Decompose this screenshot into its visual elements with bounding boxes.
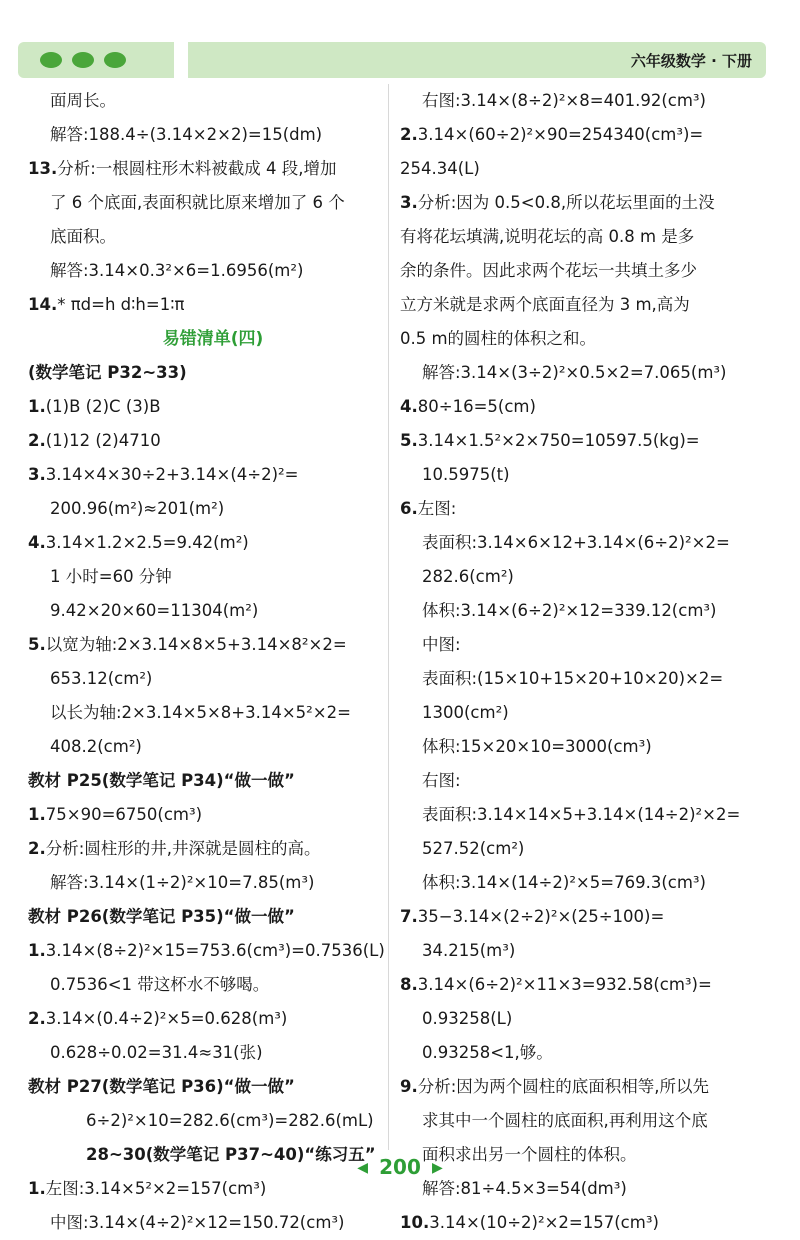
answer-text: 408.2(cm²) (50, 737, 142, 756)
answer-text: 以宽为轴:2×3.14×8×5+3.14×8²×2= (45, 635, 347, 654)
answer-text: 中图:3.14×(4÷2)²×12=150.72(cm³) (50, 1213, 345, 1232)
answer-line (400, 696, 780, 730)
answer-text: 9.42×20×60=11304(m²) (50, 601, 259, 620)
answer-text: 左图:3.14×5²×2=157(cm³) (45, 1179, 267, 1198)
answer-line (28, 220, 398, 254)
answer-line (28, 934, 398, 968)
answer-line (400, 1070, 780, 1104)
answer-text: 3.14×(8÷2)²×15=753.6(cm³)=0.7536(L) (45, 941, 385, 960)
answer-line (400, 628, 780, 662)
answer-text: 0.628÷0.02=31.4≈31(张) (50, 1043, 263, 1062)
left-column (28, 84, 398, 1240)
answer-text: 教材 P25(数学笔记 P34)“做一做” (28, 771, 295, 790)
answer-text: 34.215(m³) (422, 941, 516, 960)
answer-line (28, 492, 398, 526)
answer-line (28, 424, 398, 458)
answer-text: 有将花坛填满,说明花坛的高 0.8 m 是多 (400, 227, 695, 246)
question-number: 9. (400, 1077, 418, 1096)
left-arrow-icon: ◀ (357, 1160, 369, 1176)
question-number: 5. (28, 635, 46, 654)
answer-line (400, 866, 780, 900)
answer-line (400, 934, 780, 968)
answer-text: 左图: (417, 499, 457, 518)
answer-text: 教材 P26(数学笔记 P35)“做一做” (28, 907, 295, 926)
answer-text: 体积:3.14×(14÷2)²×5=769.3(cm³) (422, 873, 706, 892)
answer-text: 体积:3.14×(6÷2)²×12=339.12(cm³) (422, 601, 717, 620)
answer-line (28, 968, 398, 1002)
answer-text: 35−3.14×(2÷2)²×(25÷100)= (417, 907, 665, 926)
answer-text: 表面积:(15×10+15×20+10×20)×2= (422, 669, 724, 688)
question-number: 2. (28, 431, 46, 450)
question-number: 14. (28, 295, 58, 314)
answer-text: 3.14×1.5²×2×750=10597.5(kg)= (417, 431, 700, 450)
right-arrow-icon: ▶ (431, 1160, 443, 1176)
answer-text: 解答:3.14×(1÷2)²×10=7.85(m³) (50, 873, 315, 892)
answer-line (28, 118, 398, 152)
answer-text: 3.14×(60÷2)²×90=254340(cm³)= (417, 125, 704, 144)
answer-line (28, 696, 398, 730)
answer-text: 求其中一个圆柱的底面积,再利用这个底 (422, 1111, 708, 1130)
answer-text: 表面积:3.14×14×5+3.14×(14÷2)²×2= (422, 805, 741, 824)
answer-line (400, 798, 780, 832)
answer-line (28, 1070, 398, 1104)
answer-text: 立方米就是求两个底面直径为 3 m,高为 (400, 295, 690, 314)
answer-line (400, 254, 780, 288)
answer-text: 以长为轴:2×3.14×5×8+3.14×5²×2= (50, 703, 351, 722)
answer-line (28, 390, 398, 424)
question-number: 1. (28, 805, 46, 824)
answer-text: 200.96(m²)≈201(m²) (50, 499, 225, 518)
question-number: 7. (400, 907, 418, 926)
answer-text: 254.34(L) (400, 159, 480, 178)
answer-text: 282.6(cm²) (422, 567, 514, 586)
dot-icon (72, 52, 94, 68)
question-number: 5. (400, 431, 418, 450)
answer-line (28, 152, 398, 186)
answer-text: 80÷16=5(cm) (417, 397, 536, 416)
answer-text: 体积:15×20×10=3000(cm³) (422, 737, 652, 756)
answer-text: (数学笔记 P32~33) (28, 363, 187, 382)
page-number: 200 (379, 1155, 421, 1179)
answer-text: (1)B (2)C (3)B (45, 397, 161, 416)
answer-line (28, 1036, 398, 1070)
answer-text: 653.12(cm²) (50, 669, 153, 688)
question-number: 3. (28, 465, 46, 484)
answer-line (28, 866, 398, 900)
answer-text: 中图: (422, 635, 461, 654)
answer-text: 右图: (422, 771, 461, 790)
answer-line (28, 526, 398, 560)
question-number: 2. (28, 839, 46, 858)
answer-text: 6÷2)²×10=282.6(cm³)=282.6(mL) (86, 1111, 374, 1130)
answer-line (28, 730, 398, 764)
answer-line (400, 900, 780, 934)
answer-line (400, 288, 780, 322)
question-number: 4. (400, 397, 418, 416)
answer-line (400, 424, 780, 458)
answer-line (28, 628, 398, 662)
answer-line (28, 254, 398, 288)
answer-line (400, 1002, 780, 1036)
answer-text: 右图:3.14×(8÷2)²×8=401.92(cm³) (422, 91, 706, 110)
question-number: 8. (400, 975, 418, 994)
answer-line (400, 764, 780, 798)
answer-line (400, 356, 780, 390)
answer-text: 1300(cm²) (422, 703, 509, 722)
answer-text: 0.5 m的圆柱的体积之和。 (400, 329, 597, 348)
answer-text: 分析:因为两个圆柱的底面积相等,所以先 (417, 1077, 710, 1096)
question-number: 1. (28, 1179, 46, 1198)
answer-line (28, 356, 398, 390)
question-number: 2. (400, 125, 418, 144)
question-number: 1. (28, 397, 46, 416)
question-number: 13. (28, 159, 58, 178)
answer-line (400, 152, 780, 186)
book-title: 六年级数学 · 下册 (630, 52, 752, 70)
answer-text: 分析:一根圆柱形木料被截成 4 段,增加 (57, 159, 337, 178)
answer-text: 0.7536<1 带这杯水不够喝。 (50, 975, 270, 994)
answer-text: 1 小时=60 分钟 (50, 567, 172, 586)
answer-text: 3.14×(0.4÷2)²×5=0.628(m³) (45, 1009, 288, 1028)
answer-line (400, 968, 780, 1002)
answer-text: 分析:因为 0.5<0.8,所以花坛里面的土没 (417, 193, 715, 212)
answer-text: 10.5975(t) (422, 465, 510, 484)
header-dots-decoration (18, 42, 174, 78)
answer-text: 解答:81÷4.5×3=54(dm³) (422, 1179, 627, 1198)
answer-line (400, 526, 780, 560)
header-bar (188, 42, 766, 78)
answer-line (400, 1036, 780, 1070)
answer-line (400, 662, 780, 696)
question-number: 3. (400, 193, 418, 212)
answer-text: 底面积。 (50, 227, 116, 246)
answer-text: 解答:3.14×(3÷2)²×0.5×2=7.065(m³) (422, 363, 727, 382)
answer-text: 28~30(数学笔记 P37~40)“练习五” (86, 1145, 376, 1164)
answer-text: 分析:圆柱形的井,井深就是圆柱的高。 (45, 839, 321, 858)
answer-text: 3.14×1.2×2.5=9.42(m²) (45, 533, 249, 552)
answer-line (28, 458, 398, 492)
answer-line (28, 186, 398, 220)
answer-text: 0.93258(L) (422, 1009, 513, 1028)
answer-text: 3.14×4×30÷2+3.14×(4÷2)²= (45, 465, 299, 484)
answer-text: 0.93258<1,够。 (422, 1043, 553, 1062)
answer-line (400, 84, 780, 118)
answer-line (400, 322, 780, 356)
answer-line (400, 1104, 780, 1138)
answer-line (28, 832, 398, 866)
answer-line (28, 662, 398, 696)
answer-line (400, 832, 780, 866)
answer-text: 527.52(cm²) (422, 839, 525, 858)
answer-line (400, 560, 780, 594)
answer-line (28, 84, 398, 118)
answer-text: 教材 P27(数学笔记 P36)“做一做” (28, 1077, 295, 1096)
answer-line (400, 594, 780, 628)
answer-text: 解答:3.14×0.3²×6=1.6956(m²) (50, 261, 304, 280)
answer-line (400, 118, 780, 152)
answer-line (28, 288, 398, 322)
answer-line (28, 798, 398, 832)
answer-line (400, 220, 780, 254)
answer-line (28, 1002, 398, 1036)
question-number: 10. (400, 1213, 430, 1232)
dot-icon (40, 52, 62, 68)
answer-text: 75×90=6750(cm³) (45, 805, 203, 824)
answer-text: 表面积:3.14×6×12+3.14×(6÷2)²×2= (422, 533, 730, 552)
answer-line (28, 1104, 398, 1138)
answer-line (400, 730, 780, 764)
section-heading: 易错清单(四) (162, 329, 264, 349)
answer-line (28, 1206, 398, 1240)
question-number: 2. (28, 1009, 46, 1028)
answer-text: 面周长。 (50, 91, 116, 110)
question-number: 4. (28, 533, 46, 552)
answer-line (28, 560, 398, 594)
answer-text: 面积求出另一个圆柱的体积。 (422, 1145, 637, 1164)
answer-text: 3.14×(6÷2)²×11×3=932.58(cm³)= (417, 975, 712, 994)
answer-line (28, 764, 398, 798)
answer-text: 余的条件。因此求两个花坛一共填土多少 (400, 261, 697, 280)
answer-line (400, 492, 780, 526)
answer-line (400, 458, 780, 492)
answer-text: (1)12 (2)4710 (45, 431, 161, 450)
answer-text: 解答:188.4÷(3.14×2×2)=15(dm) (50, 125, 323, 144)
answer-text: * πd=h d∶h=1∶π (57, 295, 185, 314)
answer-line (400, 390, 780, 424)
answer-text: 了 6 个底面,表面积就比原来增加了 6 个 (50, 193, 345, 212)
question-number: 1. (28, 941, 46, 960)
answer-line (400, 1206, 780, 1240)
page-header (18, 42, 766, 78)
answer-line (400, 186, 780, 220)
page-footer (0, 1152, 800, 1182)
answer-text: 3.14×(10÷2)²×2=157(cm³) (429, 1213, 659, 1232)
answer-line (28, 900, 398, 934)
dot-icon (104, 52, 126, 68)
right-column (400, 84, 780, 1240)
question-number: 6. (400, 499, 418, 518)
answer-line (28, 594, 398, 628)
